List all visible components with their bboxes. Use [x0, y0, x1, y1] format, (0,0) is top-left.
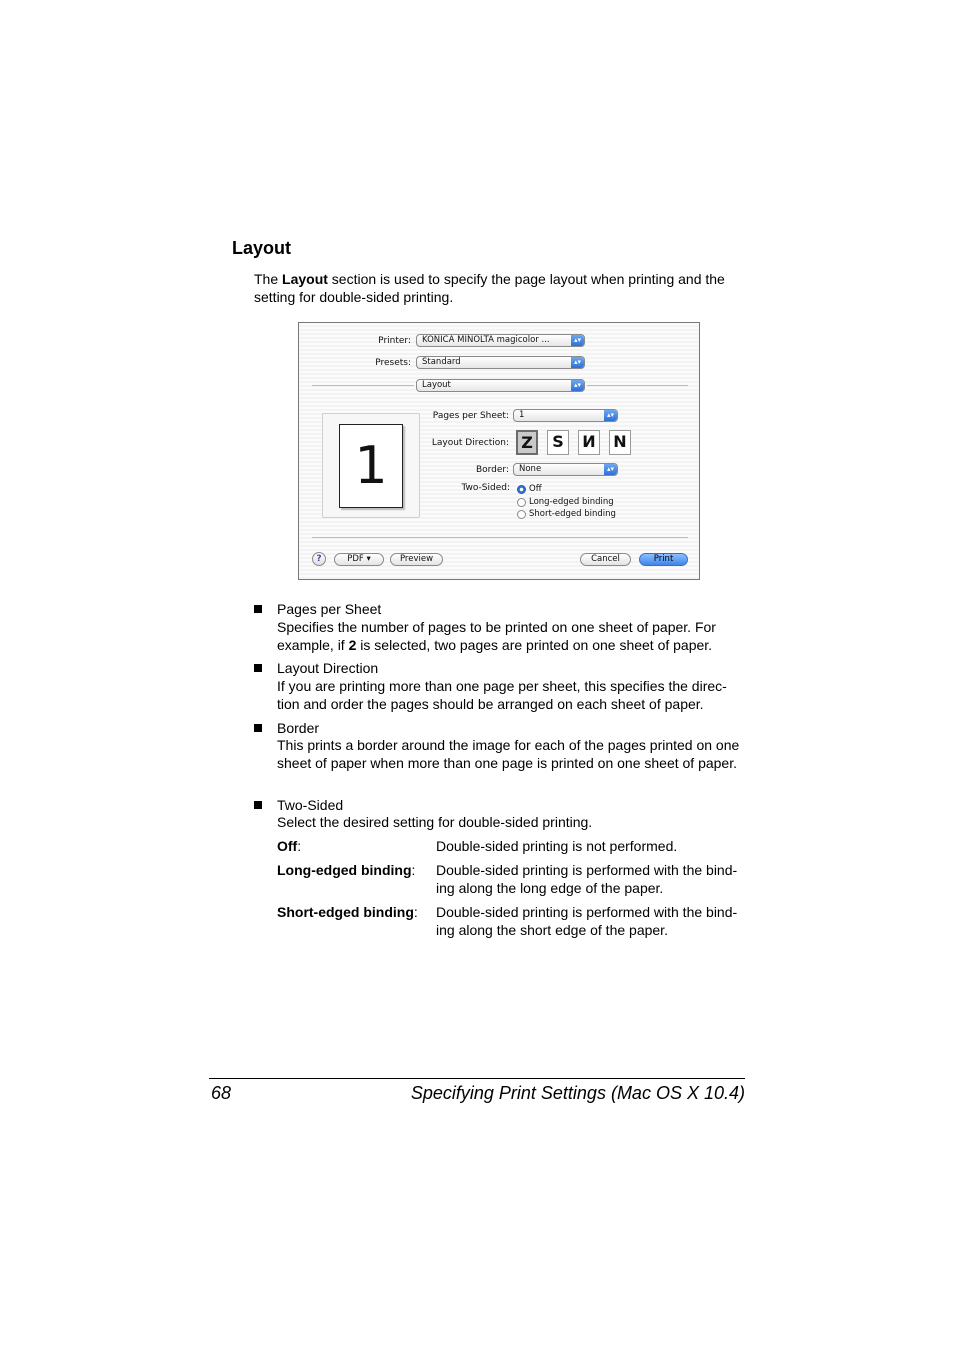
divider	[312, 385, 414, 386]
definition-desc-short-edged: Double-sided printing is performed with the bind-ing along the short edge of the paper.	[436, 904, 738, 938]
print-dialog	[298, 322, 700, 580]
section-select[interactable]	[416, 379, 585, 392]
printer-select-value: KONICA MINOLTA magicolor ...	[422, 335, 550, 345]
definition-desc-long-edged: Double-sided printing is performed with the bind-ing along the long edge of the paper.	[436, 862, 738, 896]
footer-title: Specifying Print Settings (Mac OS X 10.4)	[410, 1083, 745, 1103]
two-sided-label: Two-Sided:	[461, 483, 510, 493]
popup-arrows-icon: ▴▾	[604, 410, 617, 421]
two-sided-long-radio[interactable]	[517, 498, 526, 507]
direction-s-button[interactable]: S	[547, 430, 569, 455]
preview-page: 1	[339, 424, 403, 508]
bullet-title-pages-per-sheet: Pages per Sheet	[277, 601, 382, 617]
pages-per-sheet-label: Pages per Sheet:	[432, 411, 509, 421]
bullet-text-post: is selected, two pages are printed on one sheet of paper.	[356, 637, 713, 653]
bullet-title-two-sided: Two-Sided	[277, 797, 344, 813]
presets-select[interactable]	[416, 356, 585, 369]
definition-term-long-edged	[277, 861, 415, 879]
bullet-text-bold: 2	[348, 637, 357, 653]
intro-text-bold: Layout	[282, 271, 328, 287]
definition-colon: :	[411, 862, 416, 878]
pages-per-sheet-value: 1	[519, 410, 525, 420]
intro-text-pre: The	[254, 271, 283, 287]
two-sided-off-label: Off	[529, 484, 542, 494]
pdf-button[interactable]: PDF ▾	[334, 553, 384, 566]
footer-rule	[209, 1078, 745, 1079]
bullet-title-border: Border	[277, 720, 320, 736]
popup-arrows-icon: ▴▾	[571, 335, 584, 346]
definition-term-text: Off	[277, 838, 298, 854]
definition-colon: :	[297, 838, 302, 854]
intro-paragraph	[254, 270, 754, 306]
cancel-button[interactable]: Cancel	[580, 553, 631, 566]
bullet-icon	[254, 797, 264, 807]
bullet-text-two-sided: Select the desired setting for double-sided printing.	[277, 814, 593, 830]
definition-desc-off: Double-sided printing is not performed.	[436, 838, 678, 854]
definition-term-text: Short-edged binding	[277, 904, 414, 920]
direction-n-button[interactable]: N	[609, 430, 631, 455]
definition-term-short-edged	[277, 903, 418, 921]
border-label: Border:	[475, 465, 509, 475]
page-number: 68	[211, 1083, 232, 1103]
layout-direction-label: Layout Direction:	[431, 438, 509, 448]
two-sided-long-label: Long-edged binding	[529, 497, 614, 507]
print-button[interactable]: Print	[639, 553, 688, 566]
bullet-icon	[254, 660, 264, 670]
bullet-text-border: This prints a border around the image for each of the pages printed on one sheet of paper when more than one page is printed on one sheet of paper.	[277, 737, 740, 771]
two-sided-short-radio[interactable]	[517, 510, 526, 519]
bullet-icon	[254, 720, 264, 730]
definition-colon: :	[413, 904, 418, 920]
definition-term-text: Long-edged binding	[277, 862, 412, 878]
two-sided-off-radio[interactable]	[517, 485, 526, 494]
section-select-value: Layout	[422, 380, 451, 390]
bullet-text-pages-per-sheet	[277, 618, 747, 654]
printer-label: Printer:	[378, 336, 411, 346]
printer-select[interactable]	[416, 334, 585, 347]
direction-z-button[interactable]: Z	[516, 430, 538, 455]
presets-select-value: Standard	[422, 357, 461, 367]
popup-arrows-icon: ▴▾	[604, 464, 617, 475]
direction-reverse-n-button[interactable]: И	[578, 430, 600, 455]
divider	[312, 537, 688, 538]
two-sided-short-label: Short-edged binding	[529, 509, 616, 519]
intro-text-post: section is used to specify the page layout when printing and the setting for double-sided printing.	[254, 271, 725, 305]
pages-per-sheet-select[interactable]	[513, 409, 618, 422]
preview-button[interactable]: Preview	[390, 553, 443, 566]
presets-label: Presets:	[375, 358, 411, 368]
border-select-value: None	[519, 464, 542, 474]
definition-term-off	[277, 837, 301, 855]
divider	[587, 385, 688, 386]
help-icon[interactable]: ?	[312, 552, 326, 566]
bullet-text-layout-direction: If you are printing more than one page per sheet, this specifies the direc-tion and order the pages should be arranged on each sheet of paper.	[277, 678, 727, 712]
border-select[interactable]	[513, 463, 618, 476]
page-preview	[322, 413, 420, 518]
popup-arrows-icon: ▴▾	[571, 380, 584, 391]
popup-arrows-icon: ▴▾	[571, 357, 584, 368]
bullet-title-layout-direction: Layout Direction	[277, 660, 379, 676]
bullet-text-pre: Specifies the number of pages to be printed on one sheet of paper. For example, if	[277, 619, 716, 653]
bullet-icon	[254, 601, 264, 611]
section-heading: Layout	[232, 238, 292, 258]
